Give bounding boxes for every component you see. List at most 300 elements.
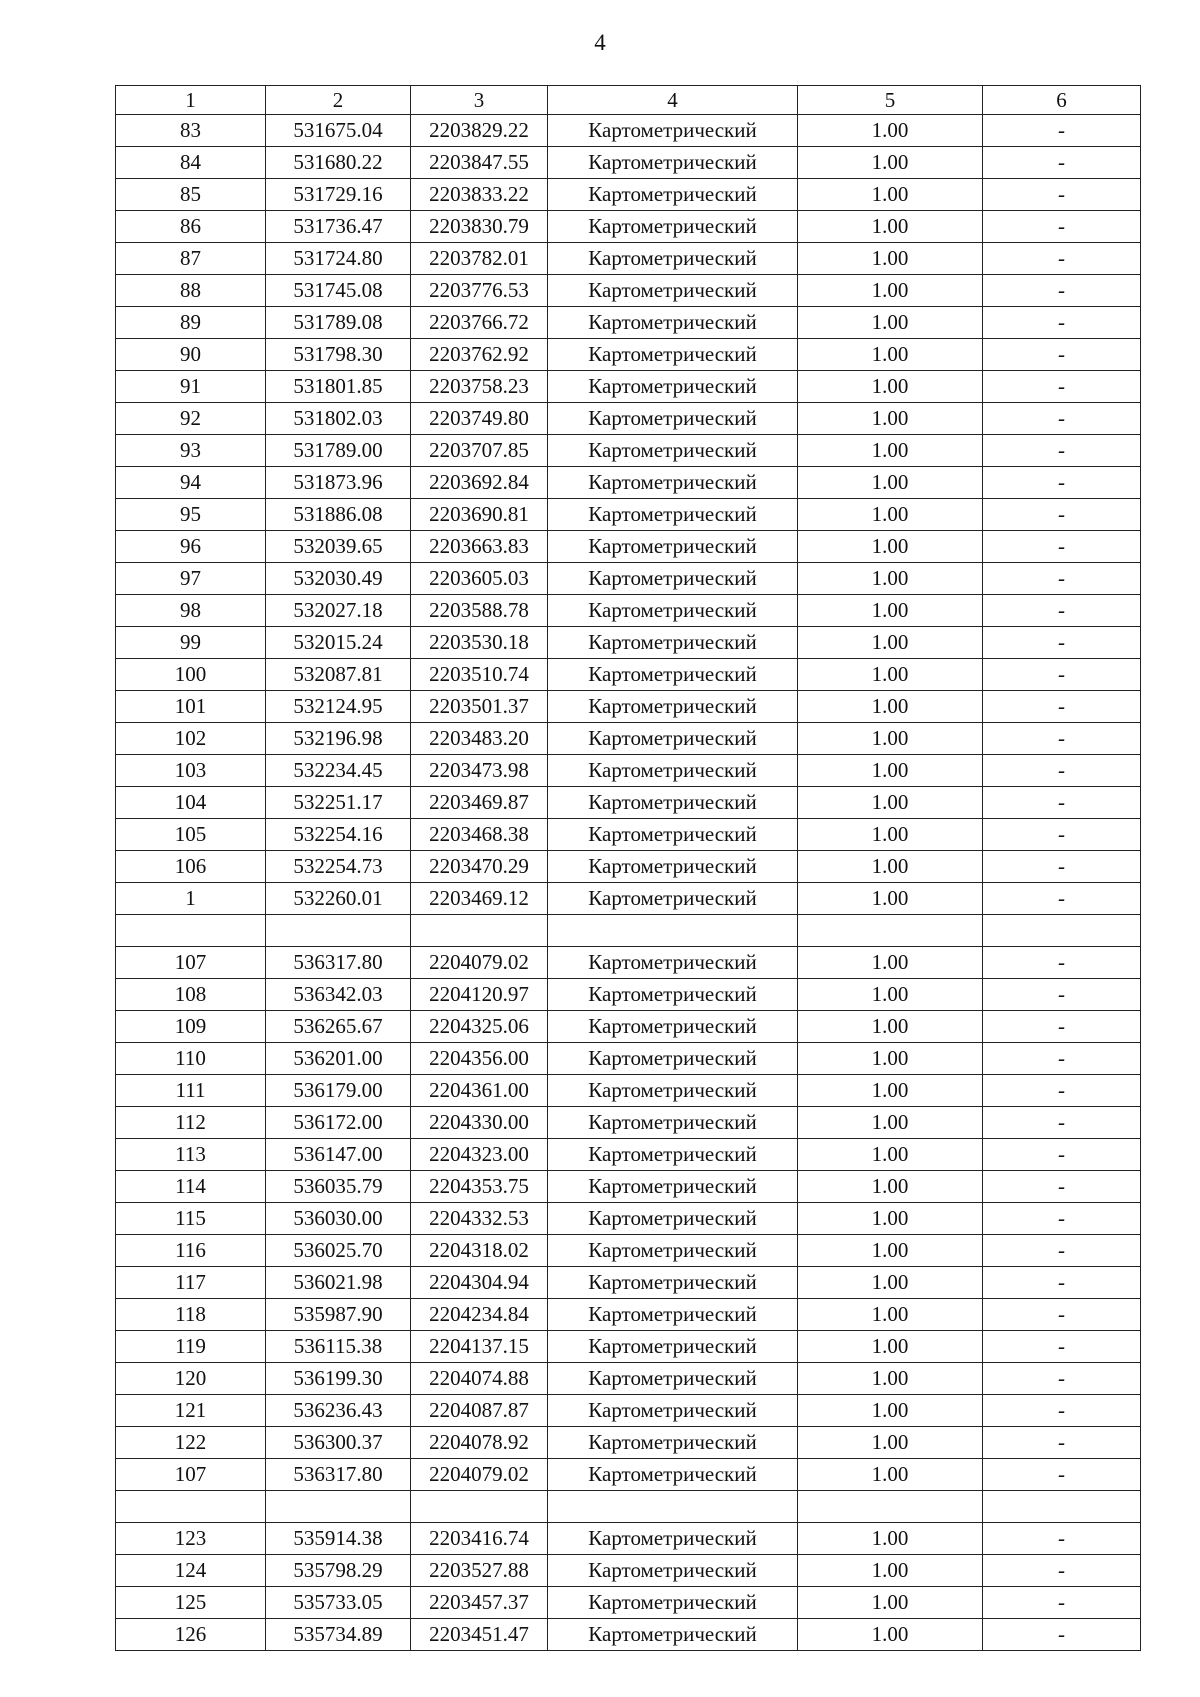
cell-point-number: 92: [116, 403, 266, 435]
cell-note: -: [983, 467, 1141, 499]
table-row: [116, 1363, 1141, 1395]
cell-point-number: 105: [116, 819, 266, 851]
cell-method: Картометрический: [548, 1203, 798, 1235]
cell-method: Картометрический: [548, 1363, 798, 1395]
cell-point-number: 93: [116, 435, 266, 467]
cell-coordinate-x: [266, 915, 411, 947]
cell-coordinate-x: 531724.80: [266, 243, 411, 275]
page-number: 4: [594, 30, 606, 55]
cell-accuracy: 1.00: [798, 1587, 983, 1619]
cell-note: -: [983, 1331, 1141, 1363]
cell-coordinate-y: 2203847.55: [411, 147, 548, 179]
cell-note: -: [983, 435, 1141, 467]
cell-note: -: [983, 1619, 1141, 1651]
cell-coordinate-x: 536342.03: [266, 979, 411, 1011]
cell-coordinate-y: 2203530.18: [411, 627, 548, 659]
cell-accuracy: 1.00: [798, 1171, 983, 1203]
table-row: [116, 627, 1141, 659]
column-header-1: 1: [116, 86, 266, 115]
cell-coordinate-x: 531675.04: [266, 115, 411, 147]
cell-note: -: [983, 883, 1141, 915]
cell-coordinate-x: 531729.16: [266, 179, 411, 211]
cell-coordinate-y: 2204137.15: [411, 1331, 548, 1363]
cell-point-number: [116, 915, 266, 947]
cell-coordinate-y: 2203451.47: [411, 1619, 548, 1651]
cell-note: -: [983, 723, 1141, 755]
cell-point-number: 88: [116, 275, 266, 307]
cell-coordinate-x: [266, 1491, 411, 1523]
cell-coordinate-x: 531789.00: [266, 435, 411, 467]
cell-coordinate-y: 2204087.87: [411, 1395, 548, 1427]
cell-coordinate-y: [411, 1491, 548, 1523]
cell-method: Картометрический: [548, 467, 798, 499]
cell-note: -: [983, 1523, 1141, 1555]
cell-coordinate-y: 2203588.78: [411, 595, 548, 627]
cell-coordinate-y: 2203776.53: [411, 275, 548, 307]
table-row: [116, 1267, 1141, 1299]
column-header-6: 6: [983, 86, 1141, 115]
cell-note: -: [983, 499, 1141, 531]
cell-coordinate-x: 536147.00: [266, 1139, 411, 1171]
cell-accuracy: 1.00: [798, 275, 983, 307]
cell-point-number: 102: [116, 723, 266, 755]
cell-point-number: 121: [116, 1395, 266, 1427]
table-row: [116, 435, 1141, 467]
cell-accuracy: 1.00: [798, 627, 983, 659]
cell-coordinate-y: 2204356.00: [411, 1043, 548, 1075]
table-row: [116, 691, 1141, 723]
table-row: [116, 723, 1141, 755]
cell-coordinate-y: [411, 915, 548, 947]
cell-note: -: [983, 1427, 1141, 1459]
cell-point-number: 112: [116, 1107, 266, 1139]
cell-point-number: 113: [116, 1139, 266, 1171]
cell-coordinate-x: 532027.18: [266, 595, 411, 627]
table-row: [116, 371, 1141, 403]
cell-method: Картометрический: [548, 851, 798, 883]
cell-note: -: [983, 787, 1141, 819]
cell-point-number: 84: [116, 147, 266, 179]
cell-note: -: [983, 339, 1141, 371]
cell-accuracy: 1.00: [798, 1395, 983, 1427]
table-row: [116, 1331, 1141, 1363]
cell-point-number: 114: [116, 1171, 266, 1203]
cell-point-number: 90: [116, 339, 266, 371]
cell-method: Картометрический: [548, 1427, 798, 1459]
cell-method: Картометрический: [548, 403, 798, 435]
cell-method: Картометрический: [548, 787, 798, 819]
cell-method: Картометрический: [548, 1587, 798, 1619]
cell-accuracy: 1.00: [798, 755, 983, 787]
cell-accuracy: 1.00: [798, 179, 983, 211]
cell-method: Картометрический: [548, 1043, 798, 1075]
cell-note: -: [983, 1011, 1141, 1043]
cell-coordinate-y: 2203782.01: [411, 243, 548, 275]
cell-coordinate-y: 2204325.06: [411, 1011, 548, 1043]
cell-method: Картометрический: [548, 211, 798, 243]
cell-accuracy: 1.00: [798, 499, 983, 531]
table-row: [116, 1395, 1141, 1427]
cell-coordinate-y: 2203766.72: [411, 307, 548, 339]
cell-coordinate-x: 532260.01: [266, 883, 411, 915]
cell-coordinate-y: 2203457.37: [411, 1587, 548, 1619]
cell-method: Картометрический: [548, 1555, 798, 1587]
cell-coordinate-y: 2204079.02: [411, 1459, 548, 1491]
cell-coordinate-x: 532087.81: [266, 659, 411, 691]
cell-note: -: [983, 595, 1141, 627]
cell-coordinate-x: 532254.73: [266, 851, 411, 883]
cell-coordinate-y: 2203830.79: [411, 211, 548, 243]
cell-point-number: 122: [116, 1427, 266, 1459]
cell-coordinate-y: 2204079.02: [411, 947, 548, 979]
cell-accuracy: 1.00: [798, 1459, 983, 1491]
cell-coordinate-y: 2203483.20: [411, 723, 548, 755]
cell-method: Картометрический: [548, 627, 798, 659]
cell-method: Картометрический: [548, 755, 798, 787]
cell-method: Картометрический: [548, 947, 798, 979]
cell-coordinate-x: 531680.22: [266, 147, 411, 179]
table-row: [116, 211, 1141, 243]
cell-point-number: 125: [116, 1587, 266, 1619]
column-header-2: 2: [266, 86, 411, 115]
cell-accuracy: 1.00: [798, 787, 983, 819]
cell-coordinate-y: 2204353.75: [411, 1171, 548, 1203]
cell-note: -: [983, 275, 1141, 307]
cell-method: [548, 1491, 798, 1523]
table-row: [116, 979, 1141, 1011]
cell-coordinate-x: 532039.65: [266, 531, 411, 563]
cell-coordinate-y: 2203416.74: [411, 1523, 548, 1555]
cell-point-number: 103: [116, 755, 266, 787]
table-row: [116, 275, 1141, 307]
cell-note: -: [983, 1587, 1141, 1619]
cell-note: -: [983, 819, 1141, 851]
cell-note: -: [983, 371, 1141, 403]
cell-note: -: [983, 1363, 1141, 1395]
cell-method: Картометрический: [548, 1523, 798, 1555]
cell-accuracy: 1.00: [798, 691, 983, 723]
table-row: [116, 1299, 1141, 1331]
cell-accuracy: 1.00: [798, 1203, 983, 1235]
cell-coordinate-x: 535734.89: [266, 1619, 411, 1651]
cell-accuracy: 1.00: [798, 723, 983, 755]
cell-note: -: [983, 115, 1141, 147]
cell-method: Картометрический: [548, 275, 798, 307]
table-row: [116, 339, 1141, 371]
cell-point-number: 98: [116, 595, 266, 627]
table-row: [116, 1043, 1141, 1075]
cell-coordinate-y: 2203690.81: [411, 499, 548, 531]
cell-accuracy: 1.00: [798, 851, 983, 883]
column-header-4: 4: [548, 86, 798, 115]
cell-accuracy: 1.00: [798, 1075, 983, 1107]
cell-point-number: [116, 1491, 266, 1523]
cell-method: Картометрический: [548, 179, 798, 211]
cell-point-number: 116: [116, 1235, 266, 1267]
cell-point-number: 110: [116, 1043, 266, 1075]
cell-method: Картометрический: [548, 819, 798, 851]
cell-note: [983, 915, 1141, 947]
cell-point-number: 89: [116, 307, 266, 339]
cell-note: -: [983, 1139, 1141, 1171]
cell-accuracy: 1.00: [798, 1235, 983, 1267]
cell-method: Картометрический: [548, 1619, 798, 1651]
table-row: [116, 499, 1141, 531]
cell-method: Картометрический: [548, 339, 798, 371]
cell-method: Картометрический: [548, 531, 798, 563]
cell-note: -: [983, 243, 1141, 275]
cell-accuracy: 1.00: [798, 659, 983, 691]
cell-accuracy: 1.00: [798, 243, 983, 275]
cell-coordinate-x: 531745.08: [266, 275, 411, 307]
cell-note: -: [983, 1267, 1141, 1299]
cell-coordinate-x: 535987.90: [266, 1299, 411, 1331]
cell-point-number: 91: [116, 371, 266, 403]
cell-coordinate-x: 531802.03: [266, 403, 411, 435]
cell-coordinate-y: 2203663.83: [411, 531, 548, 563]
column-header-3: 3: [411, 86, 548, 115]
cell-accuracy: 1.00: [798, 211, 983, 243]
cell-note: -: [983, 1555, 1141, 1587]
cell-coordinate-y: 2203473.98: [411, 755, 548, 787]
cell-point-number: 97: [116, 563, 266, 595]
cell-method: Картометрический: [548, 1267, 798, 1299]
cell-method: Картометрический: [548, 243, 798, 275]
cell-method: Картометрический: [548, 691, 798, 723]
cell-note: -: [983, 1075, 1141, 1107]
table-row: [116, 659, 1141, 691]
cell-coordinate-x: 532015.24: [266, 627, 411, 659]
table-row: [116, 1587, 1141, 1619]
cell-accuracy: 1.00: [798, 147, 983, 179]
cell-point-number: 120: [116, 1363, 266, 1395]
cell-accuracy: 1.00: [798, 1011, 983, 1043]
cell-coordinate-y: 2204318.02: [411, 1235, 548, 1267]
cell-note: -: [983, 307, 1141, 339]
cell-coordinate-y: 2203510.74: [411, 659, 548, 691]
cell-note: -: [983, 627, 1141, 659]
cell-coordinate-x: 535798.29: [266, 1555, 411, 1587]
cell-note: -: [983, 147, 1141, 179]
cell-coordinate-y: 2204332.53: [411, 1203, 548, 1235]
cell-point-number: 115: [116, 1203, 266, 1235]
table-row: [116, 179, 1141, 211]
cell-accuracy: 1.00: [798, 1043, 983, 1075]
cell-note: -: [983, 211, 1141, 243]
cell-coordinate-x: 536300.37: [266, 1427, 411, 1459]
cell-method: Картометрический: [548, 883, 798, 915]
cell-coordinate-y: 2203468.38: [411, 819, 548, 851]
cell-point-number: 107: [116, 1459, 266, 1491]
table-row: [116, 115, 1141, 147]
table-row: [116, 1203, 1141, 1235]
cell-point-number: 109: [116, 1011, 266, 1043]
cell-coordinate-x: 531873.96: [266, 467, 411, 499]
table-row: [116, 1555, 1141, 1587]
cell-note: -: [983, 179, 1141, 211]
cell-method: Картометрический: [548, 1331, 798, 1363]
cell-coordinate-x: 536030.00: [266, 1203, 411, 1235]
cell-coordinate-y: 2203470.29: [411, 851, 548, 883]
cell-accuracy: 1.00: [798, 595, 983, 627]
cell-coordinate-x: 536172.00: [266, 1107, 411, 1139]
cell-note: -: [983, 1107, 1141, 1139]
cell-point-number: 83: [116, 115, 266, 147]
cell-note: -: [983, 1203, 1141, 1235]
cell-note: -: [983, 1299, 1141, 1331]
cell-coordinate-x: 532251.17: [266, 787, 411, 819]
cell-coordinate-y: 2203605.03: [411, 563, 548, 595]
table-row: [116, 1523, 1141, 1555]
cell-coordinate-y: 2204304.94: [411, 1267, 548, 1299]
cell-point-number: 118: [116, 1299, 266, 1331]
table-row: [116, 1107, 1141, 1139]
cell-accuracy: 1.00: [798, 1267, 983, 1299]
cell-coordinate-y: 2204323.00: [411, 1139, 548, 1171]
cell-point-number: 86: [116, 211, 266, 243]
cell-accuracy: 1.00: [798, 339, 983, 371]
cell-note: -: [983, 659, 1141, 691]
cell-accuracy: 1.00: [798, 531, 983, 563]
table-row: [116, 1139, 1141, 1171]
cell-point-number: 111: [116, 1075, 266, 1107]
table-row: [116, 851, 1141, 883]
cell-method: Картометрический: [548, 1235, 798, 1267]
cell-coordinate-x: 531801.85: [266, 371, 411, 403]
cell-accuracy: 1.00: [798, 979, 983, 1011]
cell-note: -: [983, 403, 1141, 435]
table-row: [116, 1459, 1141, 1491]
cell-coordinate-x: 536115.38: [266, 1331, 411, 1363]
cell-coordinate-y: 2204078.92: [411, 1427, 548, 1459]
cell-accuracy: 1.00: [798, 371, 983, 403]
cell-accuracy: 1.00: [798, 1523, 983, 1555]
cell-accuracy: 1.00: [798, 883, 983, 915]
table-row: [116, 755, 1141, 787]
cell-accuracy: 1.00: [798, 1363, 983, 1395]
cell-note: -: [983, 1395, 1141, 1427]
cell-coordinate-y: 2204234.84: [411, 1299, 548, 1331]
table-row: [116, 1427, 1141, 1459]
cell-method: Картометрический: [548, 147, 798, 179]
cell-note: -: [983, 1171, 1141, 1203]
cell-accuracy: 1.00: [798, 403, 983, 435]
cell-point-number: 123: [116, 1523, 266, 1555]
table-row: [116, 467, 1141, 499]
cell-method: Картометрический: [548, 1139, 798, 1171]
table-row: [116, 1171, 1141, 1203]
cell-accuracy: 1.00: [798, 1555, 983, 1587]
cell-note: -: [983, 563, 1141, 595]
coordinates-table: [115, 85, 1141, 1651]
table-row: [116, 1075, 1141, 1107]
cell-point-number: 126: [116, 1619, 266, 1651]
cell-coordinate-y: 2203829.22: [411, 115, 548, 147]
cell-method: Картометрический: [548, 563, 798, 595]
cell-coordinate-x: 536021.98: [266, 1267, 411, 1299]
cell-note: -: [983, 1459, 1141, 1491]
cell-coordinate-x: 531798.30: [266, 339, 411, 371]
cell-coordinate-x: 536179.00: [266, 1075, 411, 1107]
cell-method: Картометрический: [548, 1395, 798, 1427]
cell-accuracy: 1.00: [798, 1107, 983, 1139]
cell-coordinate-y: 2203758.23: [411, 371, 548, 403]
cell-point-number: 106: [116, 851, 266, 883]
table-body: [116, 115, 1141, 1651]
cell-method: Картометрический: [548, 307, 798, 339]
cell-coordinate-y: 2203707.85: [411, 435, 548, 467]
cell-method: [548, 915, 798, 947]
header-row: [116, 86, 1141, 115]
cell-coordinate-y: 2203469.12: [411, 883, 548, 915]
cell-coordinate-y: 2203469.87: [411, 787, 548, 819]
cell-coordinate-x: 531886.08: [266, 499, 411, 531]
table-row: [116, 1011, 1141, 1043]
table-header: [116, 86, 1141, 115]
cell-coordinate-x: 536025.70: [266, 1235, 411, 1267]
cell-note: -: [983, 947, 1141, 979]
cell-accuracy: 1.00: [798, 435, 983, 467]
cell-method: Картометрический: [548, 979, 798, 1011]
cell-coordinate-y: 2204361.00: [411, 1075, 548, 1107]
cell-accuracy: 1.00: [798, 467, 983, 499]
table-row: [116, 147, 1141, 179]
cell-method: Картометрический: [548, 1459, 798, 1491]
cell-point-number: 95: [116, 499, 266, 531]
cell-accuracy: 1.00: [798, 115, 983, 147]
table-row: [116, 947, 1141, 979]
cell-coordinate-y: 2203762.92: [411, 339, 548, 371]
table-row: [116, 1619, 1141, 1651]
cell-point-number: 124: [116, 1555, 266, 1587]
cell-point-number: 94: [116, 467, 266, 499]
cell-coordinate-y: 2204120.97: [411, 979, 548, 1011]
cell-accuracy: 1.00: [798, 1299, 983, 1331]
cell-method: Картометрический: [548, 595, 798, 627]
cell-point-number: 117: [116, 1267, 266, 1299]
cell-accuracy: 1.00: [798, 947, 983, 979]
cell-coordinate-x: 536265.67: [266, 1011, 411, 1043]
cell-point-number: 100: [116, 659, 266, 691]
cell-method: Картометрический: [548, 499, 798, 531]
cell-point-number: 101: [116, 691, 266, 723]
cell-accuracy: 1.00: [798, 307, 983, 339]
cell-coordinate-x: 535914.38: [266, 1523, 411, 1555]
table-row-separator: [116, 915, 1141, 947]
table-row: [116, 307, 1141, 339]
cell-accuracy: 1.00: [798, 1331, 983, 1363]
cell-method: Картометрический: [548, 115, 798, 147]
cell-coordinate-y: 2204330.00: [411, 1107, 548, 1139]
cell-method: Картометрический: [548, 659, 798, 691]
cell-coordinate-x: 536035.79: [266, 1171, 411, 1203]
cell-coordinate-x: 532234.45: [266, 755, 411, 787]
cell-coordinate-y: 2203749.80: [411, 403, 548, 435]
table-row: [116, 403, 1141, 435]
cell-coordinate-x: 536199.30: [266, 1363, 411, 1395]
cell-coordinate-x: 536201.00: [266, 1043, 411, 1075]
cell-note: -: [983, 691, 1141, 723]
cell-coordinate-x: 536236.43: [266, 1395, 411, 1427]
cell-note: -: [983, 531, 1141, 563]
cell-method: Картометрический: [548, 1171, 798, 1203]
cell-accuracy: [798, 915, 983, 947]
cell-coordinate-y: 2203692.84: [411, 467, 548, 499]
cell-method: Картометрический: [548, 1107, 798, 1139]
cell-method: Картометрический: [548, 1299, 798, 1331]
cell-coordinate-y: 2203501.37: [411, 691, 548, 723]
cell-method: Картометрический: [548, 435, 798, 467]
